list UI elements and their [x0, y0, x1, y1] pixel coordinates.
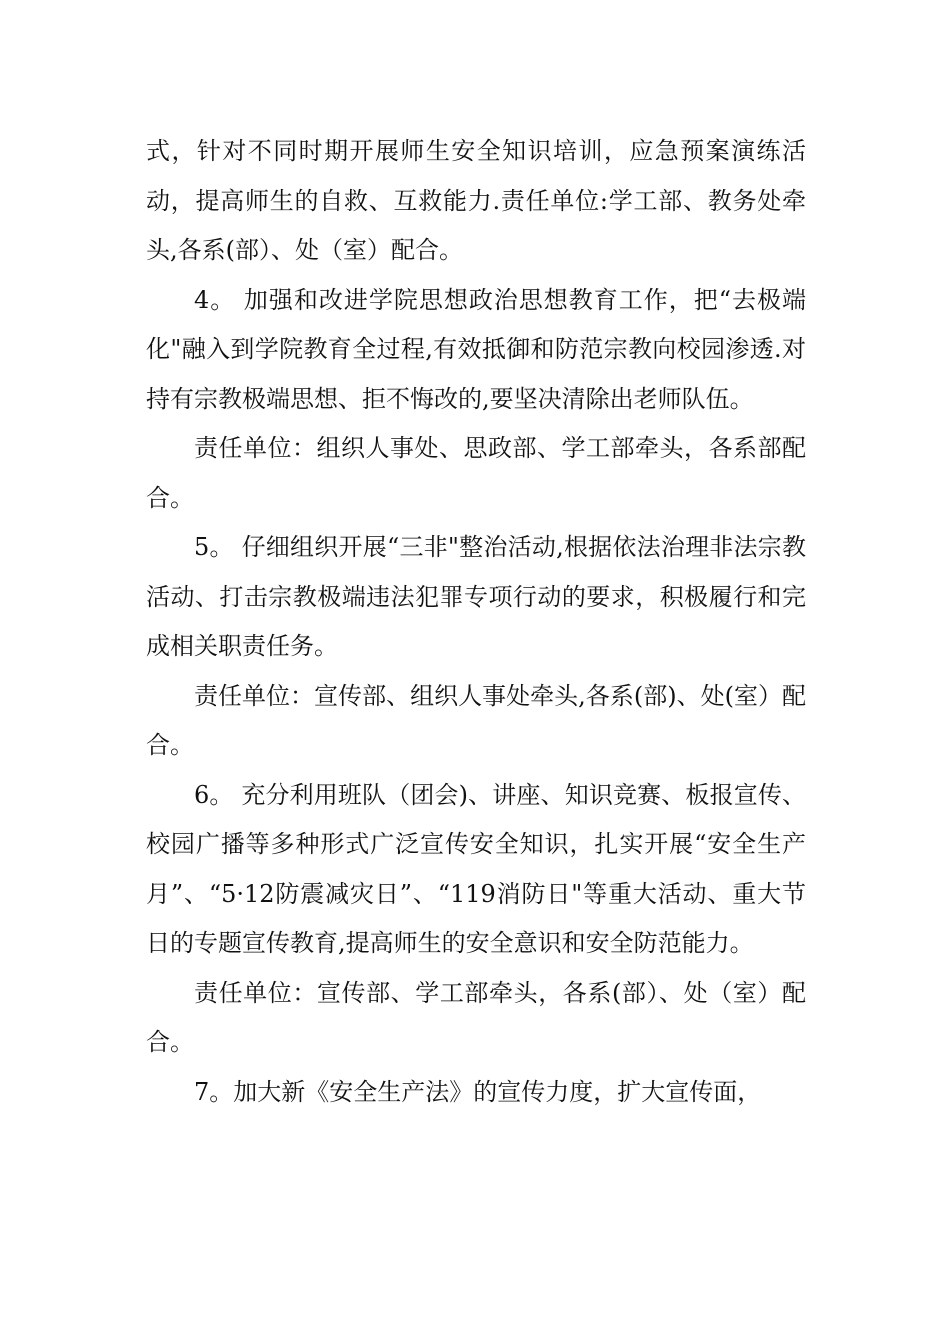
paragraph-item-6-responsibility: 责任单位：宣传部、学工部牵头，各系(部）、处（室）配合。: [146, 978, 806, 1056]
paragraph-item-6: 6。 充分利用班队（团会)、讲座、知识竞赛、板报宣传、校园广播等多种形式广泛宣传安全知识，扎实开展“安全生产月”、“5·12防震减灾日”、“119消防日"等重大活动、重大节日的专题宣传教育,提高师生的安全意识和安全防范能力。: [146, 780, 806, 957]
paragraph-item-7: 7。加大新《安全生产法》的宣传力度，扩大宣传面，: [194, 1077, 762, 1106]
paragraph-item-5-responsibility: 责任单位：宣传部、组织人事处牵头,各系(部)、处(室）配合。: [146, 681, 806, 759]
paragraph-item-4: 4。 加强和改进学院思想政治思想教育工作，把“去极端化"融入到学院教育全过程,有效抵御和防范宗教向校园渗透.对持有宗教极端思想、拒不悔改的,要坚决清除出老师队伍。: [146, 285, 806, 413]
paragraph-item-4-responsibility: 责任单位：组织人事处、思政部、学工部牵头，各系部配合。: [146, 434, 806, 512]
paragraph-item-5: 5。 仔细组织开展“三非"整治活动,根据依法治理非法宗教活动、打击宗教极端违法犯罪专项行动的要求，积极履行和完成相关职责任务。: [146, 533, 806, 660]
paragraph-continuation-training: 式，针对不同时期开展师生安全知识培训，应急预案演练活动，提高师生的自救、互救能力.责任单位:学工部、教务处牵头,各系(部）、处（室）配合。: [146, 137, 806, 264]
document-body: [146, 127, 806, 1117]
